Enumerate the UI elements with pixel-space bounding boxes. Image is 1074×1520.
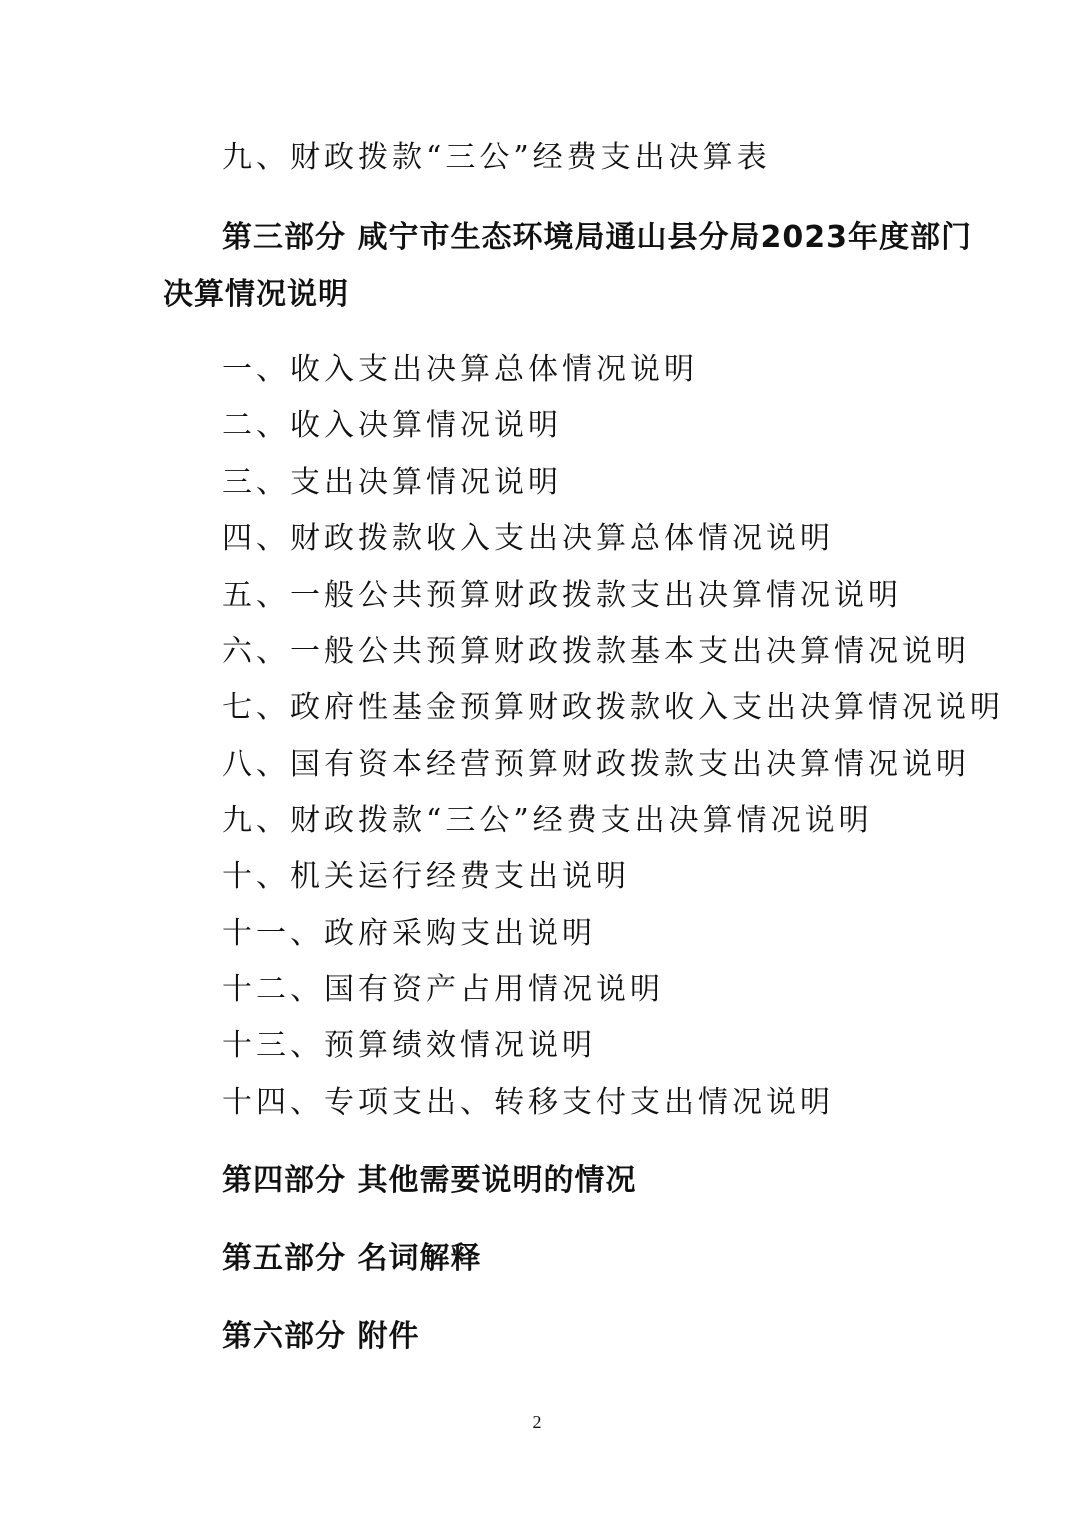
part-3-heading-line-2: 决算情况说明 (163, 277, 349, 312)
toc-item: 二、收入决算情况说明 (222, 408, 562, 443)
part-4-heading: 第四部分 其他需要说明的情况 (222, 1163, 637, 1198)
toc-item: 五、一般公共预算财政拨款支出决算情况说明 (222, 578, 902, 613)
part-5-heading: 第五部分 名词解释 (222, 1241, 482, 1276)
toc-item: 八、国有资本经营预算财政拨款支出决算情况说明 (222, 747, 970, 782)
toc-line-table-9: 九、财政拨款“三公”经费支出决算表 (222, 140, 771, 175)
toc-item: 六、一般公共预算财政拨款基本支出决算情况说明 (222, 634, 970, 669)
toc-item: 十一、政府采购支出说明 (222, 916, 596, 951)
toc-item: 四、财政拨款收入支出决算总体情况说明 (222, 521, 834, 556)
toc-item: 十三、预算绩效情况说明 (222, 1028, 596, 1063)
toc-item: 七、政府性基金预算财政拨款收入支出决算情况说明 (222, 690, 1004, 725)
page-number: 2 (532, 1412, 542, 1432)
toc-item: 十四、专项支出、转移支付支出情况说明 (222, 1085, 834, 1120)
part-6-heading: 第六部分 附件 (222, 1319, 420, 1354)
part-3-heading-line-1: 第三部分 咸宁市生态环境局通山县分局2023年度部门 (222, 220, 972, 255)
toc-item: 三、支出决算情况说明 (222, 465, 562, 500)
toc-item: 一、收入支出决算总体情况说明 (222, 352, 698, 387)
toc-item: 十、机关运行经费支出说明 (222, 859, 630, 894)
toc-item: 十二、国有资产占用情况说明 (222, 972, 664, 1007)
toc-item: 九、财政拨款“三公”经费支出决算情况说明 (222, 803, 873, 838)
